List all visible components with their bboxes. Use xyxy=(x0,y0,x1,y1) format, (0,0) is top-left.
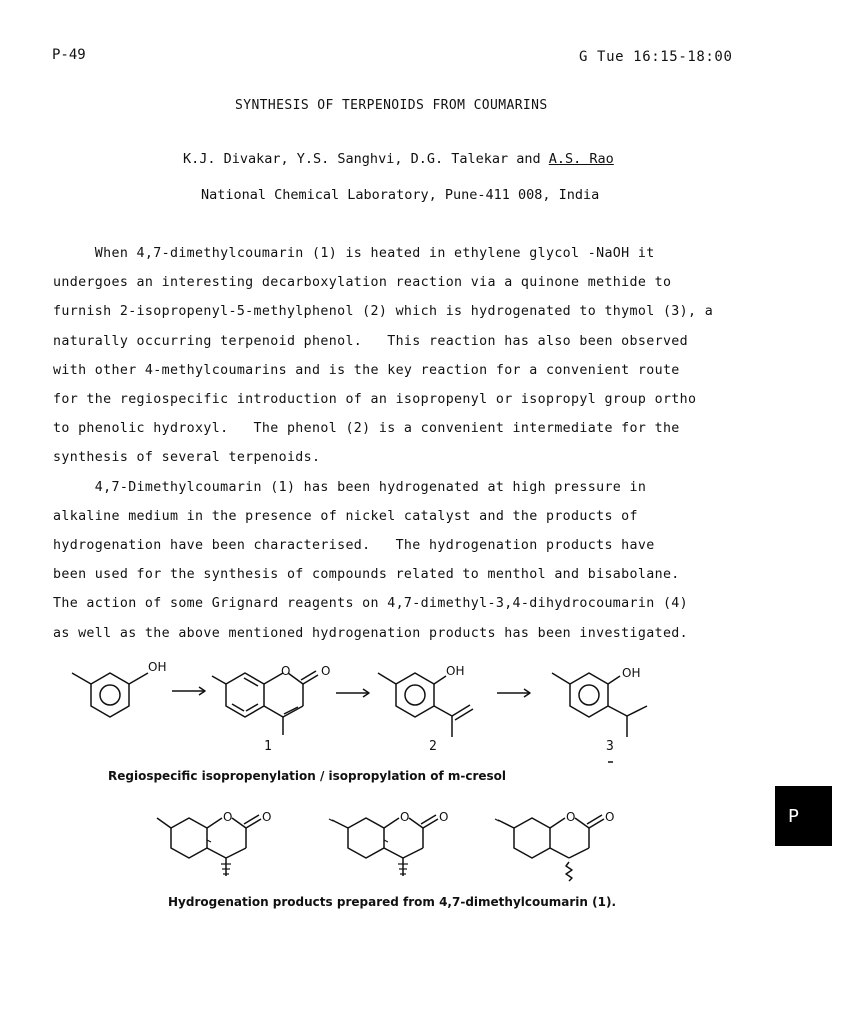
body-line: with other 4-methylcoumarins and is the key reaction for a convenient route xyxy=(53,362,680,378)
hydrogenation-product-a xyxy=(157,815,261,876)
carbonyl-oxygen-label: O xyxy=(321,664,331,678)
oh-label: OH xyxy=(148,660,167,674)
body-line: as well as the above mentioned hydrogenation products has been investigated. xyxy=(53,625,689,641)
m-cresol-structure xyxy=(72,673,148,717)
reaction-arrow xyxy=(497,689,530,697)
paper-title: SYNTHESIS OF TERPENOIDS FROM COUMARINS xyxy=(235,98,548,113)
section-tab-marker xyxy=(775,786,832,846)
scheme2-caption: Hydrogenation products prepared from 4,7-dimethylcoumarin (1). xyxy=(168,895,617,909)
body-line: The action of some Grignard reagents on 4,7-dimethyl-3,4-dihydrocoumarin (4) xyxy=(53,596,689,612)
body-line: furnish 2-isopropenyl-5-methylphenol (2) which is hydrogenated to thymol (3), a xyxy=(53,304,714,320)
carbonyl-oxygen-label: O xyxy=(262,810,272,824)
body-line: 4,7-Dimethylcoumarin (1) has been hydrogenated at high pressure in xyxy=(53,479,647,495)
body-line: undergoes an interesting decarboxylation reaction via a quinone methide to xyxy=(53,275,672,291)
ring-oxygen-label: O xyxy=(400,810,410,824)
coumarin-1-structure xyxy=(212,671,318,735)
body-line: When 4,7-dimethylcoumarin (1) is heated in ethylene glycol -NaOH it xyxy=(53,246,655,261)
oh-label: OH xyxy=(446,664,465,678)
compound-number-2: 2 xyxy=(429,739,437,754)
body-line: for the regiospecific introduction of an isopropenyl or isopropyl group ortho xyxy=(53,392,697,407)
stereo-hash-bonds xyxy=(207,819,499,874)
body-line: naturally occurring terpenoid phenol. This reaction has also been observed xyxy=(53,333,689,349)
hydrogenation-product-b xyxy=(332,815,438,876)
reaction-arrow xyxy=(172,687,205,695)
body-line: hydrogenation have been characterised. The hydrogenation products have xyxy=(53,538,655,553)
carbonyl-oxygen-label: O xyxy=(439,810,449,824)
carbonyl-oxygen-label: O xyxy=(605,810,615,824)
authors-main: K.J. Divakar, Y.S. Sanghvi, D.G. Talekar and xyxy=(183,151,549,167)
thymol-3-structure xyxy=(552,673,647,737)
reaction-arrow xyxy=(336,689,369,697)
hydrogenation-product-c xyxy=(498,815,604,881)
compound-number-3: 3 xyxy=(606,739,614,754)
affiliation: National Chemical Laboratory, Pune-411 008, India xyxy=(201,187,600,203)
body-line: to phenolic hydroxyl. The phenol (2) is a convenient intermediate for the xyxy=(53,421,680,437)
body-line: synthesis of several terpenoids. xyxy=(53,450,321,466)
oh-label: OH xyxy=(622,666,641,680)
ring-oxygen-label: O xyxy=(566,810,576,824)
ring-oxygen-label: O xyxy=(281,664,291,678)
page-number: P-49 xyxy=(52,47,86,63)
compound-number-1: 1 xyxy=(264,739,272,754)
section-tab-letter: P xyxy=(788,806,799,827)
session-time: G Tue 16:15-18:00 xyxy=(579,49,733,65)
presenting-author: A.S. Rao xyxy=(548,151,614,167)
ring-oxygen-label: O xyxy=(223,810,233,824)
scheme1-caption: Regiospecific isopropenylation / isopropylation of m-cresol xyxy=(108,769,507,783)
body-line: been used for the synthesis of compounds related to menthol and bisabolane. xyxy=(53,567,680,583)
phenol-2-structure xyxy=(378,673,473,737)
body-line: alkaline medium in the presence of nickel catalyst and the products of xyxy=(53,508,638,524)
